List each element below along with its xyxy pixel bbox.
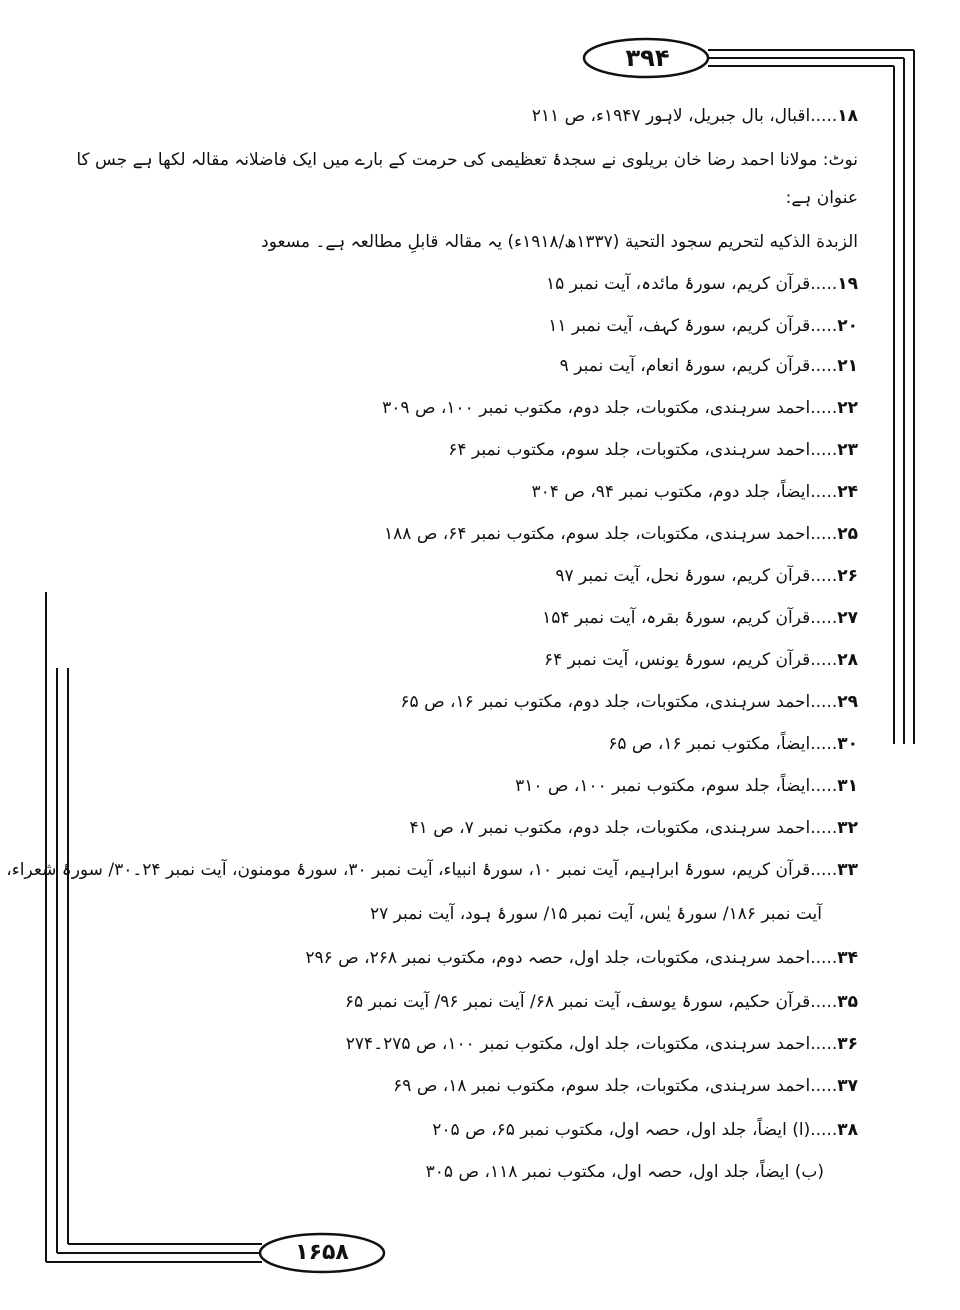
endnote-text: الزبدة الذکیه لتحریم سجود التحیة (۱۳۳۷ھ/۱۹۱۸ء) یہ مقالہ قابلِ مطالعہ ہے۔ مسعود bbox=[261, 232, 858, 252]
endnote-line bbox=[6, 858, 858, 882]
leader-dots: ..... bbox=[810, 948, 838, 968]
endnote-number: ۲۷ bbox=[837, 608, 858, 628]
endnote-line bbox=[384, 522, 858, 546]
endnote-text: قرآن کریم، سورۂ بقرہ، آیت نمبر ۱۵۴ bbox=[542, 608, 811, 628]
endnote-text: احمد سرہندی، مکتوبات، جلد دوم، مکتوب نمبر ۷، ص ۴۱ bbox=[409, 818, 811, 838]
endnote-line bbox=[546, 272, 858, 296]
endnote-text: نوٹ: مولانا احمد رضا خان بریلوی نے سجدۂ تعظیمی کی حرمت کے بارے میں ایک فاضلانہ مقالہ لکھا ہے جس کا bbox=[76, 150, 858, 170]
endnote-number: ۳۳ bbox=[837, 860, 858, 880]
endnote-text: ایضاً، جلد سوم، مکتوب نمبر ۱۰۰، ص ۳۱۰ bbox=[515, 776, 811, 796]
endnote-text: ایضاً، جلد دوم، مکتوب نمبر ۹۴، ص ۳۰۴ bbox=[531, 482, 811, 502]
leader-dots: ..... bbox=[810, 106, 838, 126]
endnote-number: ۳۰ bbox=[837, 734, 858, 754]
endnote-line bbox=[548, 314, 858, 338]
endnote-text: قرآن کریم، سورۂ ابراہیم، آیت نمبر ۱۰، سورۂ انبیاء، آیت نمبر ۳۰، سورۂ مومنون، آیت نمبر ۲۴۔۳۰/ سورۂ شعراء، bbox=[6, 860, 811, 880]
endnote-number: ۳۱ bbox=[837, 776, 858, 796]
endnote-text: اقبال، بال جبریل، لاہور ۱۹۴۷ء، ص ۲۱۱ bbox=[531, 106, 811, 126]
leader-dots: ..... bbox=[810, 274, 838, 294]
endnote-text: احمد سرہندی، مکتوبات، جلد سوم، مکتوب نمبر ۶۴ bbox=[448, 440, 811, 460]
endnote-number: ۳۲ bbox=[837, 818, 858, 838]
leader-dots: ..... bbox=[810, 440, 838, 460]
endnote-text: (ب) ایضاً، جلد اول، حصہ اول، مکتوب نمبر ۱۱۸، ص ۳۰۵ bbox=[425, 1162, 824, 1182]
leader-dots: ..... bbox=[810, 608, 838, 628]
endnote-text: احمد سرہندی، مکتوبات، جلد اول، مکتوب نمبر ۱۰۰، ص ۲۷۵۔۲۷۴ bbox=[345, 1034, 811, 1054]
endnote-text: قرآن کریم، سورۂ مائدہ، آیت نمبر ۱۵ bbox=[545, 274, 811, 294]
endnote-line bbox=[346, 1032, 858, 1056]
leader-dots: ..... bbox=[810, 1034, 838, 1054]
endnote-number: ۱۸ bbox=[837, 106, 858, 126]
endnote-line bbox=[345, 990, 858, 1014]
endnote-line bbox=[532, 104, 858, 128]
endnote-line bbox=[542, 606, 858, 630]
endnote-line bbox=[608, 732, 858, 756]
leader-dots: ..... bbox=[810, 734, 838, 754]
endnote-text: قرآن کریم، سورۂ نحل، آیت نمبر ۹۷ bbox=[555, 566, 811, 586]
endnote-number: ۲۶ bbox=[837, 566, 858, 586]
endnote-line bbox=[531, 480, 858, 504]
leader-dots: ..... bbox=[810, 1120, 838, 1140]
leader-dots: ..... bbox=[810, 1076, 838, 1096]
endnote-line bbox=[393, 1074, 858, 1098]
endnote-text: (ا) ایضاً، جلد اول، حصہ اول، مکتوب نمبر ۶۵، ص ۲۰۵ bbox=[432, 1120, 811, 1140]
leader-dots: ..... bbox=[810, 692, 838, 712]
page-number-top: ۳۹۴ bbox=[625, 44, 670, 72]
endnote-number: ۳۵ bbox=[837, 992, 858, 1012]
leader-dots: ..... bbox=[810, 524, 838, 544]
endnote-number: ۲۰ bbox=[837, 316, 858, 336]
endnote-line bbox=[370, 902, 822, 926]
endnote-number: ۳۶ bbox=[837, 1034, 858, 1054]
endnote-text: آیت نمبر ۱۸۶/ سورۂ یٰس، آیت نمبر ۱۵/ سورۂ ہود، آیت نمبر ۲۷ bbox=[370, 904, 822, 924]
endnote-number: ۳۴ bbox=[837, 948, 858, 968]
endnote-text: احمد سرہندی، مکتوبات، جلد سوم، مکتوب نمبر ۶۴، ص ۱۸۸ bbox=[384, 524, 811, 544]
leader-dots: ..... bbox=[810, 566, 838, 586]
endnote-number: ۳۷ bbox=[837, 1076, 858, 1096]
leader-dots: ..... bbox=[810, 650, 838, 670]
leader-dots: ..... bbox=[810, 482, 838, 502]
endnote-text: قرآن کریم، سورۂ انعام، آیت نمبر ۹ bbox=[559, 356, 811, 376]
endnote-number: ۳۸ bbox=[837, 1120, 858, 1140]
leader-dots: ..... bbox=[810, 398, 838, 418]
endnote-line bbox=[555, 564, 858, 588]
endnote-number: ۲۵ bbox=[837, 524, 858, 544]
endnote-text: قرآن کریم، سورۂ یونس، آیت نمبر ۶۴ bbox=[543, 650, 811, 670]
endnote-text: ایضاً، مکتوب نمبر ۱۶، ص ۶۵ bbox=[608, 734, 811, 754]
endnote-line bbox=[76, 148, 858, 172]
endnote-number: ۲۹ bbox=[837, 692, 858, 712]
endnote-line bbox=[410, 816, 858, 840]
leader-dots: ..... bbox=[810, 356, 838, 376]
endnote-text: احمد سرہندی، مکتوبات، جلد دوم، مکتوب نمبر ۱۰۰، ص ۳۰۹ bbox=[382, 398, 811, 418]
endnote-line bbox=[560, 354, 858, 378]
endnote-text: احمد سرہندی، مکتوبات، جلد دوم، مکتوب نمبر ۱۶، ص ۶۵ bbox=[400, 692, 811, 712]
leader-dots: ..... bbox=[810, 316, 838, 336]
page-number-bottom: ۱۶۵۸ bbox=[295, 1240, 349, 1265]
endnote-number: ۲۱ bbox=[837, 356, 858, 376]
endnote-line bbox=[261, 230, 858, 254]
leader-dots: ..... bbox=[810, 992, 838, 1012]
endnote-text: احمد سرہندی، مکتوبات، جلد سوم، مکتوب نمبر ۱۸، ص ۶۹ bbox=[393, 1076, 811, 1096]
endnote-number: ۲۸ bbox=[837, 650, 858, 670]
endnote-line bbox=[448, 438, 858, 462]
endnote-line bbox=[382, 396, 858, 420]
endnote-line bbox=[515, 774, 858, 798]
leader-dots: ..... bbox=[810, 860, 838, 880]
endnote-text: قرآن حکیم، سورۂ یوسف، آیت نمبر ۶۸/ آیت نمبر ۹۶/ آیت نمبر ۶۵ bbox=[344, 992, 811, 1012]
endnote-text: قرآن کریم، سورۂ کہف، آیت نمبر ۱۱ bbox=[548, 316, 811, 336]
endnote-number: ۲۲ bbox=[837, 398, 858, 418]
endnote-line bbox=[432, 1118, 858, 1142]
endnote-text: عنوان ہے: bbox=[785, 188, 858, 208]
endnote-line bbox=[544, 648, 858, 672]
endnote-line bbox=[305, 946, 858, 970]
endnote-number: ۲۳ bbox=[837, 440, 858, 460]
endnote-number: ۲۴ bbox=[837, 482, 858, 502]
endnote-text: احمد سرہندی، مکتوبات، جلد اول، حصہ دوم، مکتوب نمبر ۲۶۸، ص ۲۹۶ bbox=[305, 948, 811, 968]
leader-dots: ..... bbox=[810, 818, 838, 838]
endnote-line bbox=[786, 186, 858, 210]
endnote-line bbox=[426, 1160, 824, 1184]
endnote-number: ۱۹ bbox=[837, 274, 858, 294]
leader-dots: ..... bbox=[810, 776, 838, 796]
endnote-line bbox=[400, 690, 858, 714]
